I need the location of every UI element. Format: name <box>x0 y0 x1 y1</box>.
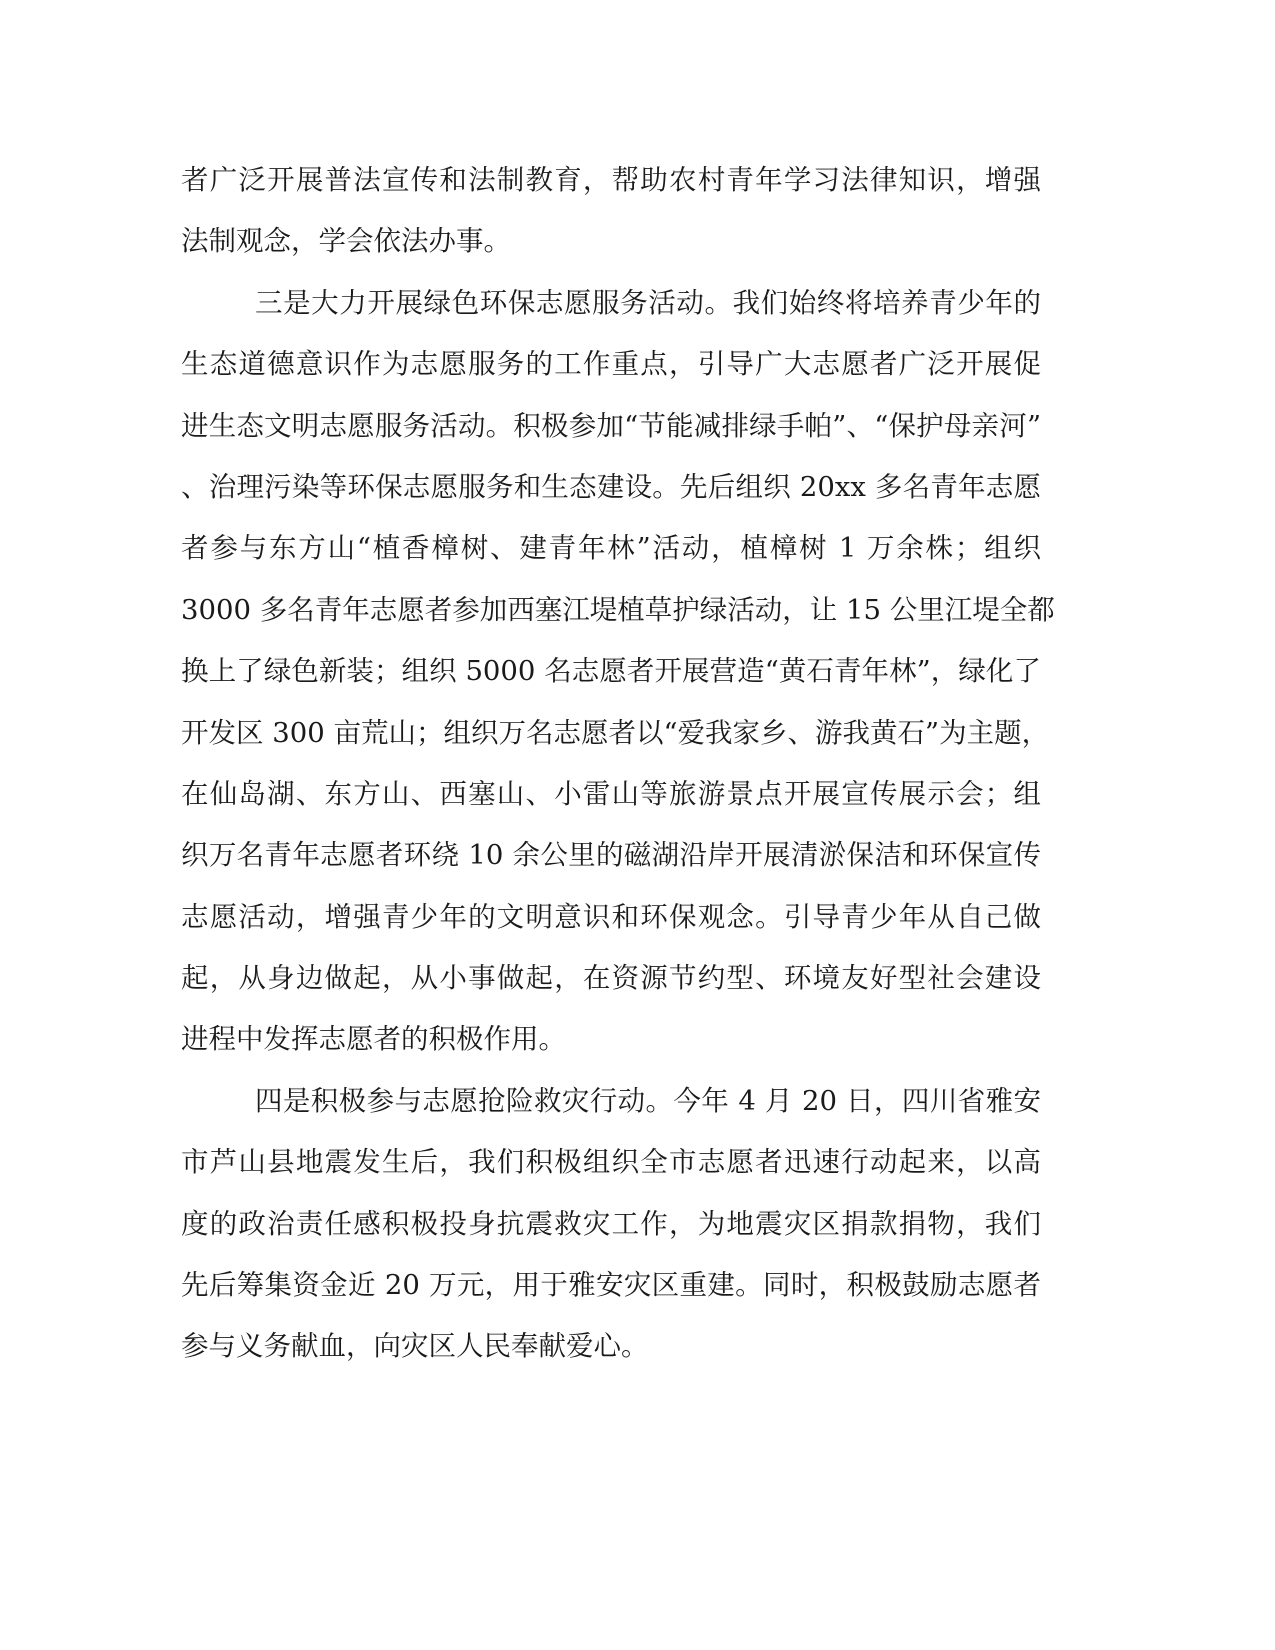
text-line: 者广泛开展普法宣传和法制教育，帮助农村青年学习法律知识，增强 <box>181 164 1041 196</box>
paragraph-disaster-relief <box>181 1071 1041 1378</box>
text-line: 法制观念，学会依法办事。 <box>181 225 511 258</box>
text-line: 进生态文明志愿服务活动。积极参加“节能减排绿手帕”、“保护母亲河” <box>181 409 1041 442</box>
text-line: 度的政治责任感积极投身抗震救灾工作，为地震灾区捐款捐物，我们 <box>181 1207 1041 1240</box>
text-line: 者参与东方山“植香樟树、建青年林”活动，植樟树 1 万余株；组织 <box>181 532 1041 565</box>
text-line: 生态道德意识作为志愿服务的工作重点，引导广大志愿者广泛开展促 <box>181 348 1041 381</box>
paragraph-green-environment <box>181 273 1055 1071</box>
text-line: 四是积极参与志愿抢险救灾行动。今年 4 月 20 日，四川省雅安 <box>255 1084 1041 1117</box>
text-line: 换上了绿色新装；组织 5000 名志愿者开展营造“黄石青年林”，绿化了 <box>181 655 1041 688</box>
text-line: 开发区 300 亩荒山；组织万名志愿者以“爱我家乡、游我黄石”为主题， <box>181 716 1050 749</box>
text-line: 进程中发挥志愿者的积极作用。 <box>181 1023 566 1056</box>
text-line: 、治理污染等环保志愿服务和生态建设。先后组织 20xx 多名青年志愿 <box>181 470 1041 503</box>
text-line: 织万名青年志愿者环绕 10 余公里的磁湖沿岸开展清淤保洁和环保宣传 <box>181 839 1041 872</box>
text-line: 三是大力开展绿色环保志愿服务活动。我们始终将培养青少年的 <box>255 286 1041 319</box>
text-line: 市芦山县地震发生后，我们积极组织全市志愿者迅速行动起来，以高 <box>181 1146 1041 1179</box>
body-text <box>181 150 1055 1378</box>
text-line: 先后筹集资金近 20 万元，用于雅安灾区重建。同时，积极鼓励志愿者 <box>181 1269 1041 1302</box>
text-line: 3000 多名青年志愿者参加西塞江堤植草护绿活动，让 15 公里江堤全都 <box>181 593 1055 626</box>
text-line: 在仙岛湖、东方山、西塞山、小雷山等旅游景点开展宣传展示会；组 <box>181 777 1041 810</box>
text-line: 志愿活动，增强青少年的文明意识和环保观念。引导青少年从自己做 <box>181 900 1041 933</box>
paragraph-legal-education <box>181 150 1041 273</box>
text-line: 参与义务献血，向灾区人民奉献爱心。 <box>181 1330 649 1363</box>
text-line: 起，从身边做起，从小事做起，在资源节约型、环境友好型社会建设 <box>181 962 1041 995</box>
